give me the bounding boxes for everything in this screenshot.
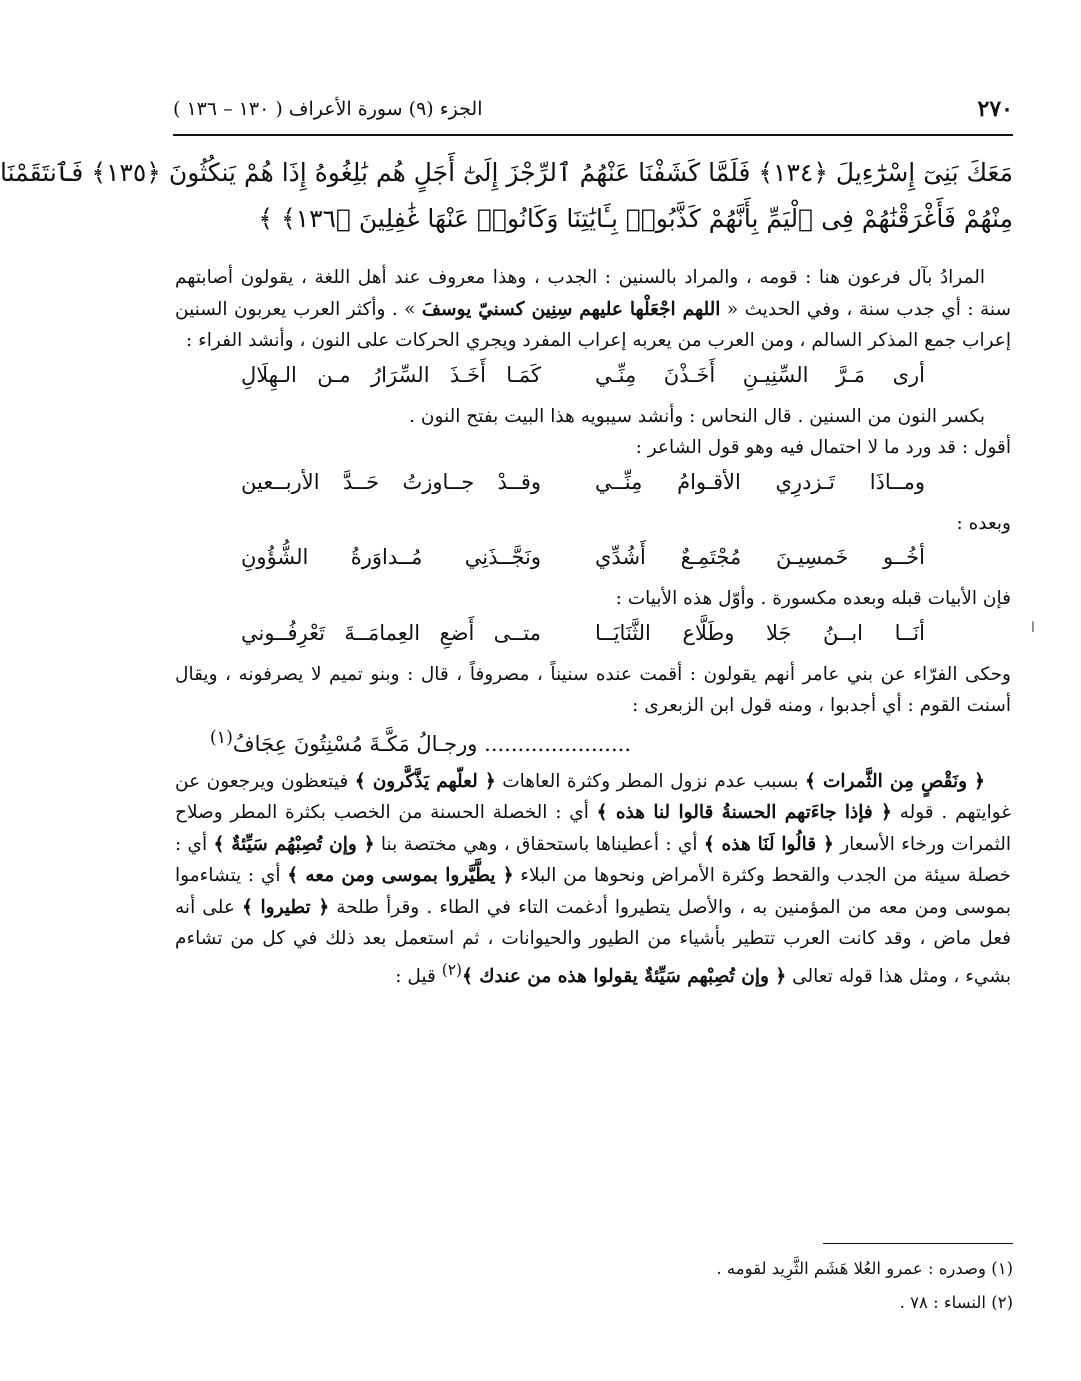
paragraph-1-text-b: » . وأكثر العرب يعربون السنين إعراب جمع المذكر السالم ، ومن العرب من يعربه إعراب المفرد ويجري الحركات على النون ، وأنشد الفراء : [175, 298, 1011, 351]
quran-quote-4: ﴿ قالُوا لَنَا هذه ﴾ [703, 833, 834, 855]
poetry-verse-3 [175, 539, 1011, 583]
running-title: الجزء (٩) سورة الأعراف ( ١٣٠ – ١٣٦ ) [173, 98, 483, 120]
verse-5-dots: ...................... [484, 731, 631, 756]
quran-quote-1: ﴿ ونَقْصٍ مِن الثَّمرات ﴾ [805, 770, 986, 792]
verse-2-first-hemistich: ومــاذَا تَـزدرِي الأقـوامُ مِنِّــي [595, 469, 925, 494]
footnote-ref-1: (١) [209, 727, 233, 748]
p7-text-8: قيل : [395, 965, 442, 987]
poetry-verse-2 [175, 464, 1011, 508]
verse-4-first-hemistich: أنَــا ابــنُ جَلا وطَلَّاع الثَّنَايَــا [595, 620, 925, 645]
p7-text-3: أي : الخصلة الحسنة من الخصب بكثرة المطر وصلاح الثمرات ورخاء الأسعار [175, 802, 1011, 855]
page-number: ٢٧٠ [977, 96, 1013, 122]
quran-quote-7: ﴿ تطيروا ﴾ [242, 896, 330, 918]
quran-quote-6: ﴿ يطَّيَّروا بموسى ومن معه ﴾ [287, 865, 514, 886]
quran-text [0, 150, 1013, 242]
paragraph-1 [175, 262, 1011, 357]
paragraph-6: وحكى الفرّاء عن بني عامر أنهم يقولون : أقمت عنده سنيناً ، مصروفاً ، قال : وبنو تميم لا يصرفونه ، ويقال أسنت القوم : أي أجدبوا ، ومنه قول ابن الزبعرى : [175, 663, 1011, 716]
paragraph-7 [175, 766, 1011, 993]
poetry-verse-1 [175, 357, 1011, 401]
p7-text-6: أي : يتشاءموا بموسى ومن معه من المؤمنين به ، والأصل يتطيروا أدغمت التاء في الطاء . وقرأ طلحة [175, 865, 1012, 918]
p7-text-1: بسبب عدم نزول المطر وكثرة العاهات [495, 770, 806, 792]
quran-quote-3: ﴿ فإذا جاءَتهم الحسنةُ قالوا لنا هذه ﴾ [596, 802, 892, 823]
verse-5-hemistich [209, 727, 631, 756]
verse-1-second-hemistich: كَمَـا أَخَـذَ السِّرَارُ مـن الـهِلَالِ [241, 362, 541, 387]
footnote-rule [823, 1243, 1013, 1244]
verse-1-first-hemistich: أرى مَـرَّ السِّنِيـنِ أَخَـذْنَ مِنِّـي [595, 362, 925, 387]
quran-quote-2: ﴿ لعلّهم يَذَّكَّرون ﴾ [354, 770, 496, 792]
margin-mark: ا [1031, 620, 1035, 636]
footnote-1: (١) وصدره : عمرو العُلا هَشَم الثَّرِيد لقومه . [716, 1259, 1013, 1278]
hadith-quote: اللهم اجْعَلْها عليهم سِنِين كسنيّ يوسفَ [421, 298, 721, 320]
p7-text-7: على أنه فعل ماض ، وقد كانت العرب تتطير بأشياء من الطيور والحيوانات ، ثم استعمل بعد ذلك في كل من تشاءم بشيء ، ومثل هذا قوله تعالى [175, 896, 1011, 987]
quran-line-1: مَعَكَ بَنِىٓ إِسْرَٰٓءِيلَ ﴿١٣٤﴾ فَلَمَّا كَشَفْنَا عَنْهُمُ ٱلرِّجْزَ إِلَىٰٓ أَجَلٍ هُم بَٰلِغُوهُ إِذَا هُمْ يَنكُثُونَ ﴿١٣٥﴾ فَٱنتَقَمْنَا [0, 158, 1013, 187]
verse-3-second-hemistich: ونَجَّــذَنِي مُــداوَرةُ الشُّؤُونِ [241, 545, 541, 569]
paragraph-5: فإن الأبيات قبله وبعده مكسورة . وأوّل هذه الأبيات : [615, 588, 1011, 609]
verse-5-text: ورجـالُ مَكَّـةَ مُسْنِتُونَ عِجَافُ [232, 731, 478, 756]
paragraph-4: وبعده : [956, 512, 1011, 534]
p7-text-2: فيتعظون ويرجعون عن غوايتهم . قوله [175, 770, 1012, 823]
poetry-verse-4 [175, 615, 1011, 659]
p7-text-4: أي : أعطيناها باستحقاق ، وهي مختصة بنا [374, 833, 704, 855]
page-header [173, 96, 1013, 136]
footnotes [177, 1252, 1013, 1320]
verse-4-second-hemistich: متــى أَضعِ العِمامَــةَ تَعْرِفُــوني [241, 620, 541, 645]
quran-quote-8: ﴿ وإن تُصِبْهم سَيِّئةٌ يقولوا هذه من عندك ﴾ [462, 965, 787, 987]
footnote-ref-2: (٢) [441, 960, 462, 979]
quran-quote-5: ﴿ وإن تُصِبْهُم سَيِّئةٌ ﴾ [213, 833, 375, 855]
paragraph-1-text-a: المرادُ بآل فرعون هنا : قومه ، والمراد بالسنين : الجدب ، وهذا معروف عند أهل اللغة ، يقولون أصابتهم سنة : أي جدب سنة ، وفي الحديث « [175, 267, 1011, 320]
paragraph-3: أقول : قد ورد ما لا احتمال فيه وهو قول الشاعر : [635, 437, 1011, 458]
header-rule [173, 134, 1013, 136]
commentary-body [175, 262, 1011, 992]
p7-text-5: أي : خصلة سيئة من الجدب والقحط وكثرة الأمراض ونحوها من البلاء [175, 833, 1011, 886]
verse-2-second-hemistich: وقــدْ جــاوزتُ حَــدَّ الأربــعين [241, 469, 541, 494]
paragraph-2: بكسر النون من السنين . قال النحاس : وأنشد سيبويه هذا البيت بفتح النون . [409, 405, 985, 427]
quran-line-2: مِنْهُمْ فَأَغْرَقْنَٰهُمْ فِى ٱلْيَمِّ بِأَنَّهُمْ كَذَّبُوا۟ بِـَٔايَٰتِنَا وَكَانُوا۟ عَنْهَا غَٰفِلِينَ ﴿١٣٦﴾ ﴾ [258, 204, 1013, 233]
verse-3-first-hemistich: أخُــو خَمسِيـنَ مُجْتَمِـعٌ أَشُدِّي [595, 545, 925, 569]
footnote-2: (٢) النساء : ٧٨ . [899, 1293, 1013, 1312]
poetry-verse-5 [175, 722, 1011, 766]
